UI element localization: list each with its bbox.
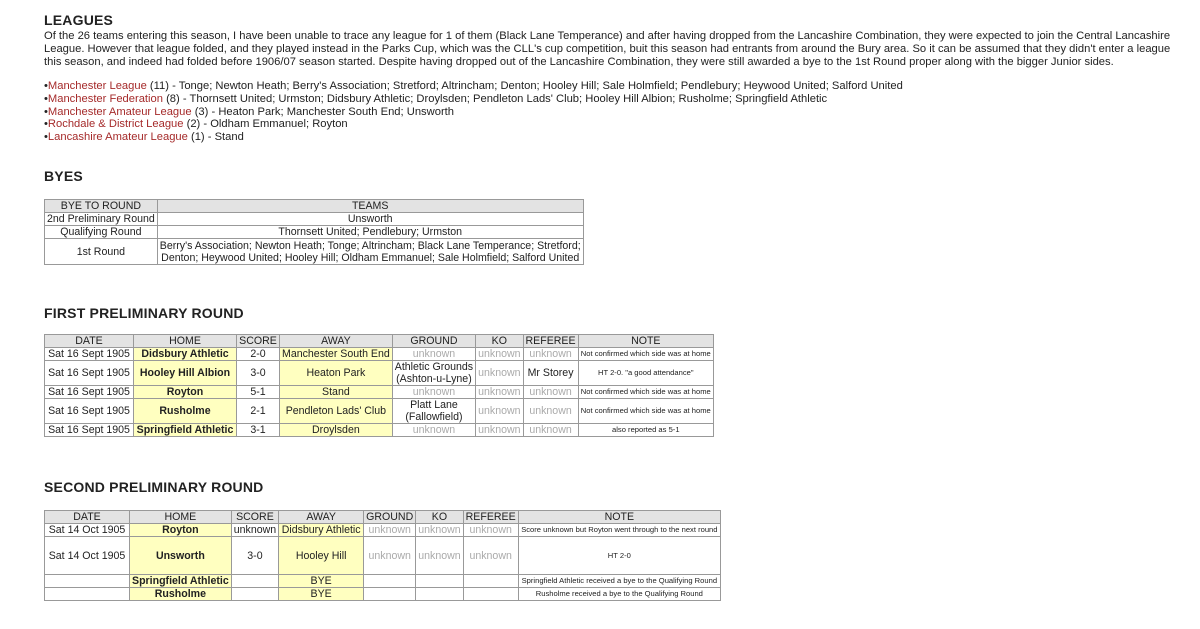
home-team: Royton xyxy=(130,524,232,537)
match-note: Springfield Athletic received a bye to the Qualifying Round xyxy=(518,575,720,588)
leagues-list xyxy=(44,80,903,144)
away-team: Manchester South End xyxy=(280,348,393,361)
ground: unknown xyxy=(364,524,416,537)
kickoff: unknown xyxy=(476,424,523,437)
kickoff: unknown xyxy=(476,348,523,361)
first-round-table xyxy=(44,334,714,437)
score: 3-1 xyxy=(237,424,280,437)
table-row xyxy=(45,537,721,575)
league-detail: (11) - Tonge; Newton Heath; Berry's Association; Stretford; Altrincham; Denton; Hooley Hill; Sale Holmfield; Pendlebury; Heywood United; Salford United xyxy=(146,80,903,92)
home-team: Springfield Athletic xyxy=(130,575,232,588)
byes-heading: BYES xyxy=(44,168,83,184)
league-link-manchester-amateur[interactable]: Manchester Amateur League xyxy=(47,105,192,118)
first-round-heading: FIRST PRELIMINARY ROUND xyxy=(44,305,244,321)
away-team: Heaton Park xyxy=(280,361,393,386)
kickoff xyxy=(416,588,463,601)
ground: unknown xyxy=(392,348,475,361)
away-team: Droylsden xyxy=(280,424,393,437)
away-team: BYE xyxy=(279,588,364,601)
score: 2-0 xyxy=(237,348,280,361)
col-header: REFEREE xyxy=(463,511,518,524)
bye-teams: Unsworth xyxy=(157,213,583,226)
col-header: DATE xyxy=(45,335,134,348)
second-round-heading: SECOND PRELIMINARY ROUND xyxy=(44,479,264,495)
col-header: BYE TO ROUND xyxy=(45,200,158,213)
list-item xyxy=(44,93,903,106)
referee: unknown xyxy=(463,524,518,537)
table-row xyxy=(45,575,721,588)
ground xyxy=(364,575,416,588)
league-detail: (3) - Heaton Park; Manchester South End; Unsworth xyxy=(191,105,454,118)
kickoff xyxy=(416,575,463,588)
match-date: Sat 14 Oct 1905 xyxy=(45,524,130,537)
referee: unknown xyxy=(523,399,578,424)
table-row xyxy=(45,361,714,386)
away-team: Hooley Hill xyxy=(279,537,364,575)
home-team: Rusholme xyxy=(134,399,237,424)
match-date: Sat 16 Sept 1905 xyxy=(45,424,134,437)
league-link-manchester-league[interactable]: Manchester League xyxy=(47,80,147,92)
table-row xyxy=(45,424,714,437)
away-team: Pendleton Lads' Club xyxy=(280,399,393,424)
referee: unknown xyxy=(523,386,578,399)
league-link-lancashire-amateur[interactable]: Lancashire Amateur League xyxy=(47,131,188,144)
home-team: Hooley Hill Albion xyxy=(134,361,237,386)
ground xyxy=(392,361,475,386)
col-header: NOTE xyxy=(578,335,713,348)
col-header: KO xyxy=(476,335,523,348)
away-team: Stand xyxy=(280,386,393,399)
table-row xyxy=(45,588,721,601)
byes-table xyxy=(44,199,584,265)
match-note: Score unknown but Royton went through to the next round xyxy=(518,524,720,537)
referee: unknown xyxy=(463,537,518,575)
score: unknown xyxy=(231,524,278,537)
col-header: GROUND xyxy=(364,511,416,524)
table-row xyxy=(45,399,714,424)
ground xyxy=(392,399,475,424)
table-row xyxy=(45,213,584,226)
match-note: Not confirmed which side was at home xyxy=(578,399,713,424)
table-row xyxy=(45,386,714,399)
col-header: SCORE xyxy=(231,511,278,524)
ground: unknown xyxy=(364,537,416,575)
ground-line: Athletic Grounds xyxy=(394,361,474,373)
kickoff: unknown xyxy=(476,361,523,386)
bye-round: Qualifying Round xyxy=(45,226,158,239)
league-detail: (1) - Stand xyxy=(187,131,244,144)
table-row xyxy=(45,348,714,361)
away-team: Didsbury Athletic xyxy=(279,524,364,537)
league-link-manchester-federation[interactable]: Manchester Federation xyxy=(47,92,163,105)
ground: unknown xyxy=(392,424,475,437)
leagues-heading: LEAGUES xyxy=(44,12,114,28)
kickoff: unknown xyxy=(416,537,463,575)
table-header-row xyxy=(45,335,714,348)
match-note: HT 2-0 xyxy=(518,537,720,575)
kickoff: unknown xyxy=(476,386,523,399)
col-header: DATE xyxy=(45,511,130,524)
match-note: also reported as 5-1 xyxy=(578,424,713,437)
match-date xyxy=(45,575,130,588)
bye-teams-line: Berry's Association; Newton Heath; Tonge; Altrincham; Black Lane Temperance; Stretford; xyxy=(159,239,581,252)
col-header: REFEREE xyxy=(523,335,578,348)
match-note: Not confirmed which side was at home xyxy=(578,348,713,361)
match-date: Sat 14 Oct 1905 xyxy=(45,537,130,575)
col-header: SCORE xyxy=(237,335,280,348)
away-team: BYE xyxy=(279,575,364,588)
league-link-rochdale[interactable]: Rochdale & District League xyxy=(47,118,184,131)
match-note: Not confirmed which side was at home xyxy=(578,386,713,399)
table-header-row xyxy=(45,511,721,524)
col-header: TEAMS xyxy=(157,200,583,213)
list-item xyxy=(44,131,903,144)
match-note: Rusholme received a bye to the Qualifying Round xyxy=(518,588,720,601)
referee: unknown xyxy=(523,424,578,437)
match-date: Sat 16 Sept 1905 xyxy=(45,386,134,399)
col-header: AWAY xyxy=(279,511,364,524)
ground xyxy=(364,588,416,601)
col-header: NOTE xyxy=(518,511,720,524)
score: 3-0 xyxy=(237,361,280,386)
bye-teams-line: Denton; Heywood United; Hooley Hill; Oldham Emmanuel; Sale Holmfield; Salford United xyxy=(161,251,580,264)
referee xyxy=(463,588,518,601)
kickoff: unknown xyxy=(476,399,523,424)
match-date xyxy=(45,588,130,601)
home-team: Springfield Athletic xyxy=(134,424,237,437)
bye-round: 2nd Preliminary Round xyxy=(45,213,158,226)
referee: Mr Storey xyxy=(523,361,578,386)
col-header: HOME xyxy=(134,335,237,348)
list-item xyxy=(44,80,903,93)
home-team: Rusholme xyxy=(130,588,232,601)
ground-line: Platt Lane xyxy=(410,399,458,411)
table-row xyxy=(45,226,584,239)
referee xyxy=(463,575,518,588)
league-detail: (8) - Thornsett United; Urmston; Didsbury Athletic; Droylsden; Pendleton Lads' Club; Hooley Hill Albion; Rusholme; Springfield Athletic xyxy=(162,92,828,105)
score: 5-1 xyxy=(237,386,280,399)
score xyxy=(231,588,278,601)
match-date: Sat 16 Sept 1905 xyxy=(45,348,134,361)
ground-line: (Fallowfield) xyxy=(405,411,463,423)
match-date: Sat 16 Sept 1905 xyxy=(45,399,134,424)
home-team: Royton xyxy=(134,386,237,399)
table-row xyxy=(45,524,721,537)
bye-round: 1st Round xyxy=(45,239,158,265)
score xyxy=(231,575,278,588)
score: 2-1 xyxy=(237,399,280,424)
home-team: Didsbury Athletic xyxy=(134,348,237,361)
match-note: HT 2-0. "a good attendance" xyxy=(578,361,713,386)
second-round-table xyxy=(44,510,721,601)
col-header: KO xyxy=(416,511,463,524)
kickoff: unknown xyxy=(416,524,463,537)
league-detail: (2) - Oldham Emmanuel; Royton xyxy=(183,118,348,131)
match-date: Sat 16 Sept 1905 xyxy=(45,361,134,386)
ground: unknown xyxy=(392,386,475,399)
ground-line: (Ashton-u-Lyne) xyxy=(396,373,472,385)
score: 3-0 xyxy=(231,537,278,575)
list-item xyxy=(44,106,903,119)
bye-teams xyxy=(157,239,583,265)
bye-teams: Thornsett United; Pendlebury; Urmston xyxy=(157,226,583,239)
table-row xyxy=(45,239,584,265)
table-header-row xyxy=(45,200,584,213)
home-team: Unsworth xyxy=(130,537,232,575)
col-header: GROUND xyxy=(392,335,475,348)
leagues-intro: Of the 26 teams entering this season, I have been unable to trace any league for 1 of them (Black Lane Temperance) and after having dropped from the Lancashire Combination, they were expected to join the Central Lancashire League. However that league folded, and they played instead in the Parks Cup, which was the CLL's cup competition, buit this season had entrants from around the Bury area. So it can be assumed that they didn't enter a league this season, and indeed had folded before 1906/07 season started. Despite having dropped out of the Lancashire Combination, they were still awarded a bye to the 1st Round proper along with the bigger Junior sides. xyxy=(44,30,1171,68)
referee: unknown xyxy=(523,348,578,361)
col-header: AWAY xyxy=(280,335,393,348)
list-item xyxy=(44,118,903,131)
col-header: HOME xyxy=(130,511,232,524)
